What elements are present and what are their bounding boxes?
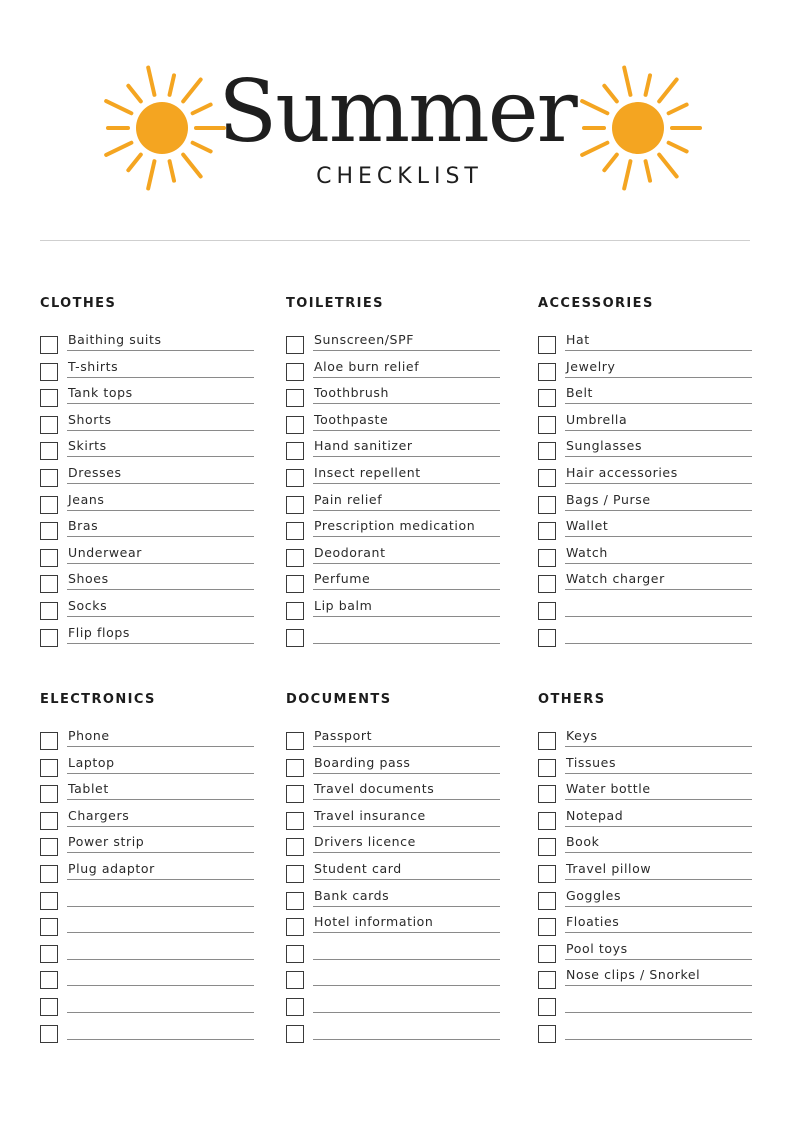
checklist-item [286,543,500,570]
checklist-item [538,436,752,463]
checkbox[interactable] [286,442,304,460]
write-line [313,456,500,457]
checkbox[interactable] [40,838,58,856]
section-title: CLOTHES [40,296,117,311]
checkbox[interactable] [538,918,556,936]
section-toiletries [286,294,500,649]
checkbox[interactable] [538,522,556,540]
write-line [67,403,254,404]
write-line [565,536,752,537]
checklist-item [286,357,500,384]
checkbox[interactable] [286,918,304,936]
write-line [565,773,752,774]
write-line [565,377,752,378]
checklist-item [40,779,254,806]
write-line [67,773,254,774]
write-line [313,985,500,986]
checkbox[interactable] [40,469,58,487]
item-label: Drivers licence [314,834,416,850]
checkbox[interactable] [538,496,556,514]
item-label: Tank tops [68,385,133,401]
checklist-item [538,357,752,384]
write-line [565,483,752,484]
divider [40,240,750,241]
item-label: Tissues [566,754,617,770]
checkbox[interactable] [286,629,304,647]
checklist-item [286,726,500,753]
checkbox[interactable] [40,865,58,883]
write-line [67,1012,254,1013]
checklist-item [538,569,752,596]
write-line [313,403,500,404]
checklist [40,726,254,1045]
item-label: Toothpaste [314,411,389,427]
write-line [67,589,254,590]
write-line [565,906,752,907]
write-line [565,959,752,960]
checkbox[interactable] [40,602,58,620]
write-line [67,826,254,827]
checklist-item [286,569,500,596]
checkbox[interactable] [40,496,58,514]
checklist-item [538,886,752,913]
checklist-item [40,939,254,966]
checkbox[interactable] [286,522,304,540]
item-label: Shorts [68,411,112,427]
checklist-item [538,383,752,410]
checklist-item [538,490,752,517]
item-label: Sunscreen/SPF [314,332,415,347]
checkbox[interactable] [40,389,58,407]
checklist-item [40,753,254,780]
checklist-item [538,832,752,859]
checklist-item [538,806,752,833]
item-label: Aloe burn relief [314,358,420,374]
checklist-item [286,463,500,490]
checklist-item [538,330,752,357]
write-line [313,799,500,800]
item-label: Power strip [68,834,145,850]
write-line [313,510,500,511]
write-line [313,879,500,880]
checklist-item [286,912,500,939]
checklist-item [286,886,500,913]
item-label: Sunglasses [566,438,643,454]
checklist-item [40,596,254,623]
write-line [67,746,254,747]
section-others [538,690,752,1045]
item-label: Perfume [314,571,371,587]
checkbox[interactable] [40,416,58,434]
checklist-item [286,992,500,1019]
item-label: Toothbrush [314,385,390,401]
checklist-item [40,859,254,886]
write-line [565,932,752,933]
write-line [313,377,500,378]
checkbox[interactable] [286,892,304,910]
write-line [67,932,254,933]
write-line [313,906,500,907]
item-label: Water bottle [566,781,651,797]
checkbox[interactable] [286,732,304,750]
checklist-item [286,1019,500,1046]
checklist [40,330,254,649]
checklist [286,726,500,1045]
item-label: Bags / Purse [566,491,651,507]
write-line [565,1039,752,1040]
checkbox[interactable] [286,998,304,1016]
checklist-item [40,806,254,833]
write-line [565,879,752,880]
item-label: Jewelry [566,358,616,374]
write-line [67,377,254,378]
write-line [565,430,752,431]
item-label: Travel documents [314,781,435,797]
checkbox[interactable] [286,496,304,514]
item-label: Keys [566,728,598,743]
write-line [313,643,500,644]
item-label: Bank cards [314,887,390,903]
write-line [67,879,254,880]
checklist-item [40,543,254,570]
checklist-item [40,490,254,517]
item-label: Insect repellent [314,464,421,480]
checkbox[interactable] [40,732,58,750]
checklist-item [286,753,500,780]
write-line [313,350,500,351]
item-label: Underwear [68,544,142,560]
write-line [313,1012,500,1013]
checkbox[interactable] [40,1025,58,1043]
item-label: Student card [314,860,402,876]
write-line [67,1039,254,1040]
item-label: Hair accessories [566,464,678,480]
checkbox[interactable] [286,812,304,830]
checklist-item [538,859,752,886]
section-title: OTHERS [538,692,606,707]
checkbox[interactable] [286,602,304,620]
checkbox[interactable] [286,575,304,593]
checkbox[interactable] [538,336,556,354]
checklist-item [286,806,500,833]
write-line [565,985,752,986]
checklist-item [40,436,254,463]
section-title: ELECTRONICS [40,692,156,707]
checkbox[interactable] [286,336,304,354]
write-line [67,852,254,853]
checklist-item [40,726,254,753]
item-label: Hat [566,332,590,347]
checklist-item [40,330,254,357]
checkbox[interactable] [40,363,58,381]
checklist-item [286,623,500,650]
checkbox[interactable] [40,971,58,989]
write-line [313,430,500,431]
checklist-item [40,357,254,384]
item-label: Book [566,834,600,850]
checkbox[interactable] [286,785,304,803]
write-line [565,799,752,800]
checklist-item [538,912,752,939]
checkbox[interactable] [538,945,556,963]
checkbox[interactable] [538,389,556,407]
write-line [67,483,254,484]
write-line [313,536,500,537]
item-label: Travel pillow [566,860,652,876]
item-label: Skirts [68,438,107,454]
checklist-item [286,410,500,437]
item-label: Belt [566,385,594,401]
checklist [538,726,752,1045]
write-line [313,483,500,484]
checkbox[interactable] [286,759,304,777]
item-label: Pool toys [566,940,628,956]
checkbox[interactable] [286,363,304,381]
write-line [67,985,254,986]
checklist-item [538,992,752,1019]
checklist-item [286,832,500,859]
checklist-item [40,383,254,410]
checkbox[interactable] [538,1025,556,1043]
checklist-item [40,912,254,939]
checklist-item [40,569,254,596]
checkbox[interactable] [538,785,556,803]
section-title: ACCESSORIES [538,296,654,311]
checklist-item [286,859,500,886]
checklist-item [40,516,254,543]
item-label: T-shirts [68,358,119,374]
checklist-item [40,623,254,650]
write-line [67,456,254,457]
checkbox[interactable] [538,602,556,620]
checkbox[interactable] [538,865,556,883]
checkbox[interactable] [40,759,58,777]
write-line [565,510,752,511]
section-documents [286,690,500,1045]
item-label: Notepad [566,807,624,823]
checklist-item [538,965,752,992]
write-line [313,563,500,564]
write-line [313,773,500,774]
item-label: Pain relief [314,491,383,507]
checklist-item [40,992,254,1019]
checklist-item [538,410,752,437]
write-line [565,826,752,827]
write-line [313,589,500,590]
checkbox[interactable] [286,865,304,883]
checkbox[interactable] [538,363,556,381]
item-label: Floaties [566,914,620,930]
checklist-item [538,753,752,780]
checklist-item [286,383,500,410]
checkbox[interactable] [40,629,58,647]
checklist [286,330,500,649]
checklist-item [40,410,254,437]
item-label: Goggles [566,887,622,903]
checkbox[interactable] [40,549,58,567]
checklist [538,330,752,649]
checkbox[interactable] [538,998,556,1016]
checkbox[interactable] [286,1025,304,1043]
checklist-item [538,623,752,650]
checkbox[interactable] [40,998,58,1016]
checkbox[interactable] [538,759,556,777]
checkbox[interactable] [538,812,556,830]
checklist-item [538,463,752,490]
checklist-item [40,463,254,490]
checklist-item [538,726,752,753]
item-label: Bras [68,518,99,534]
item-label: Chargers [68,807,130,823]
item-label: Phone [68,728,110,743]
checklist-item [538,779,752,806]
checklist-item [286,436,500,463]
checkbox[interactable] [40,892,58,910]
checkbox[interactable] [538,442,556,460]
checkbox[interactable] [538,971,556,989]
write-line [313,959,500,960]
item-label: Lip balm [314,597,373,613]
section-clothes [40,294,254,649]
write-line [313,616,500,617]
item-label: Tablet [68,781,109,797]
write-line [565,746,752,747]
write-line [313,852,500,853]
section-title: DOCUMENTS [286,692,392,707]
item-label: Boarding pass [314,754,411,770]
write-line [313,932,500,933]
write-line [67,536,254,537]
checkbox[interactable] [40,945,58,963]
item-label: Nose clips / Snorkel [566,967,701,983]
checkbox[interactable] [286,971,304,989]
checkbox[interactable] [538,732,556,750]
checklist-item [538,939,752,966]
write-line [565,1012,752,1013]
write-line [67,643,254,644]
checkbox[interactable] [538,575,556,593]
item-label: Socks [68,597,108,613]
item-label: Wallet [566,518,609,534]
section-electronics [40,690,254,1045]
item-label: Plug adaptor [68,860,155,876]
item-label: Hotel information [314,914,434,930]
checklist-item [538,596,752,623]
checkbox[interactable] [286,389,304,407]
write-line [67,906,254,907]
checkbox[interactable] [538,549,556,567]
checkbox[interactable] [286,416,304,434]
page-subtitle: CHECKLIST [316,164,483,189]
write-line [565,350,752,351]
checklist-item [40,832,254,859]
checkbox[interactable] [538,892,556,910]
checkbox[interactable] [40,918,58,936]
checklist-item [538,1019,752,1046]
write-line [565,403,752,404]
checklist-item [40,1019,254,1046]
checklist-item [286,939,500,966]
write-line [67,616,254,617]
checkbox[interactable] [286,469,304,487]
item-label: Baithing suits [68,332,162,347]
item-label: Watch charger [566,571,665,587]
checkbox[interactable] [40,442,58,460]
section-accessories [538,294,752,649]
item-label: Hand sanitizer [314,438,413,454]
checklist-item [286,330,500,357]
item-label: Laptop [68,754,115,770]
item-label: Dresses [68,464,122,480]
write-line [313,746,500,747]
item-label: Deodorant [314,544,386,560]
write-line [565,456,752,457]
write-line [67,350,254,351]
item-label: Jeans [68,491,105,507]
checkbox[interactable] [286,549,304,567]
checkbox[interactable] [538,469,556,487]
item-label: Shoes [68,571,109,587]
write-line [565,643,752,644]
checkbox[interactable] [538,629,556,647]
write-line [565,616,752,617]
write-line [67,510,254,511]
checklist-item [286,596,500,623]
checklist-item [40,965,254,992]
checklist-item [286,490,500,517]
write-line [313,1039,500,1040]
checklist-item [286,965,500,992]
checkbox[interactable] [40,522,58,540]
checklist-item [40,886,254,913]
write-line [67,799,254,800]
checkbox[interactable] [40,336,58,354]
write-line [565,563,752,564]
checklist-item [286,516,500,543]
checkbox[interactable] [40,575,58,593]
write-line [565,852,752,853]
write-line [67,430,254,431]
item-label: Travel insurance [314,807,426,823]
page-title: Summer [218,62,576,162]
item-label: Umbrella [566,411,628,427]
checkbox[interactable] [538,838,556,856]
checklist-item [286,779,500,806]
write-line [67,959,254,960]
item-label: Flip flops [68,624,131,640]
checklist-item [538,543,752,570]
checkbox[interactable] [286,838,304,856]
checkbox[interactable] [286,945,304,963]
header [0,0,794,240]
write-line [313,826,500,827]
item-label: Prescription medication [314,518,476,534]
checklist-item [538,516,752,543]
checkbox[interactable] [40,812,58,830]
item-label: Watch [566,544,608,560]
checkbox[interactable] [40,785,58,803]
item-label: Passport [314,728,373,743]
write-line [565,589,752,590]
checkbox[interactable] [538,416,556,434]
section-title: TOILETRIES [286,296,384,311]
write-line [67,563,254,564]
